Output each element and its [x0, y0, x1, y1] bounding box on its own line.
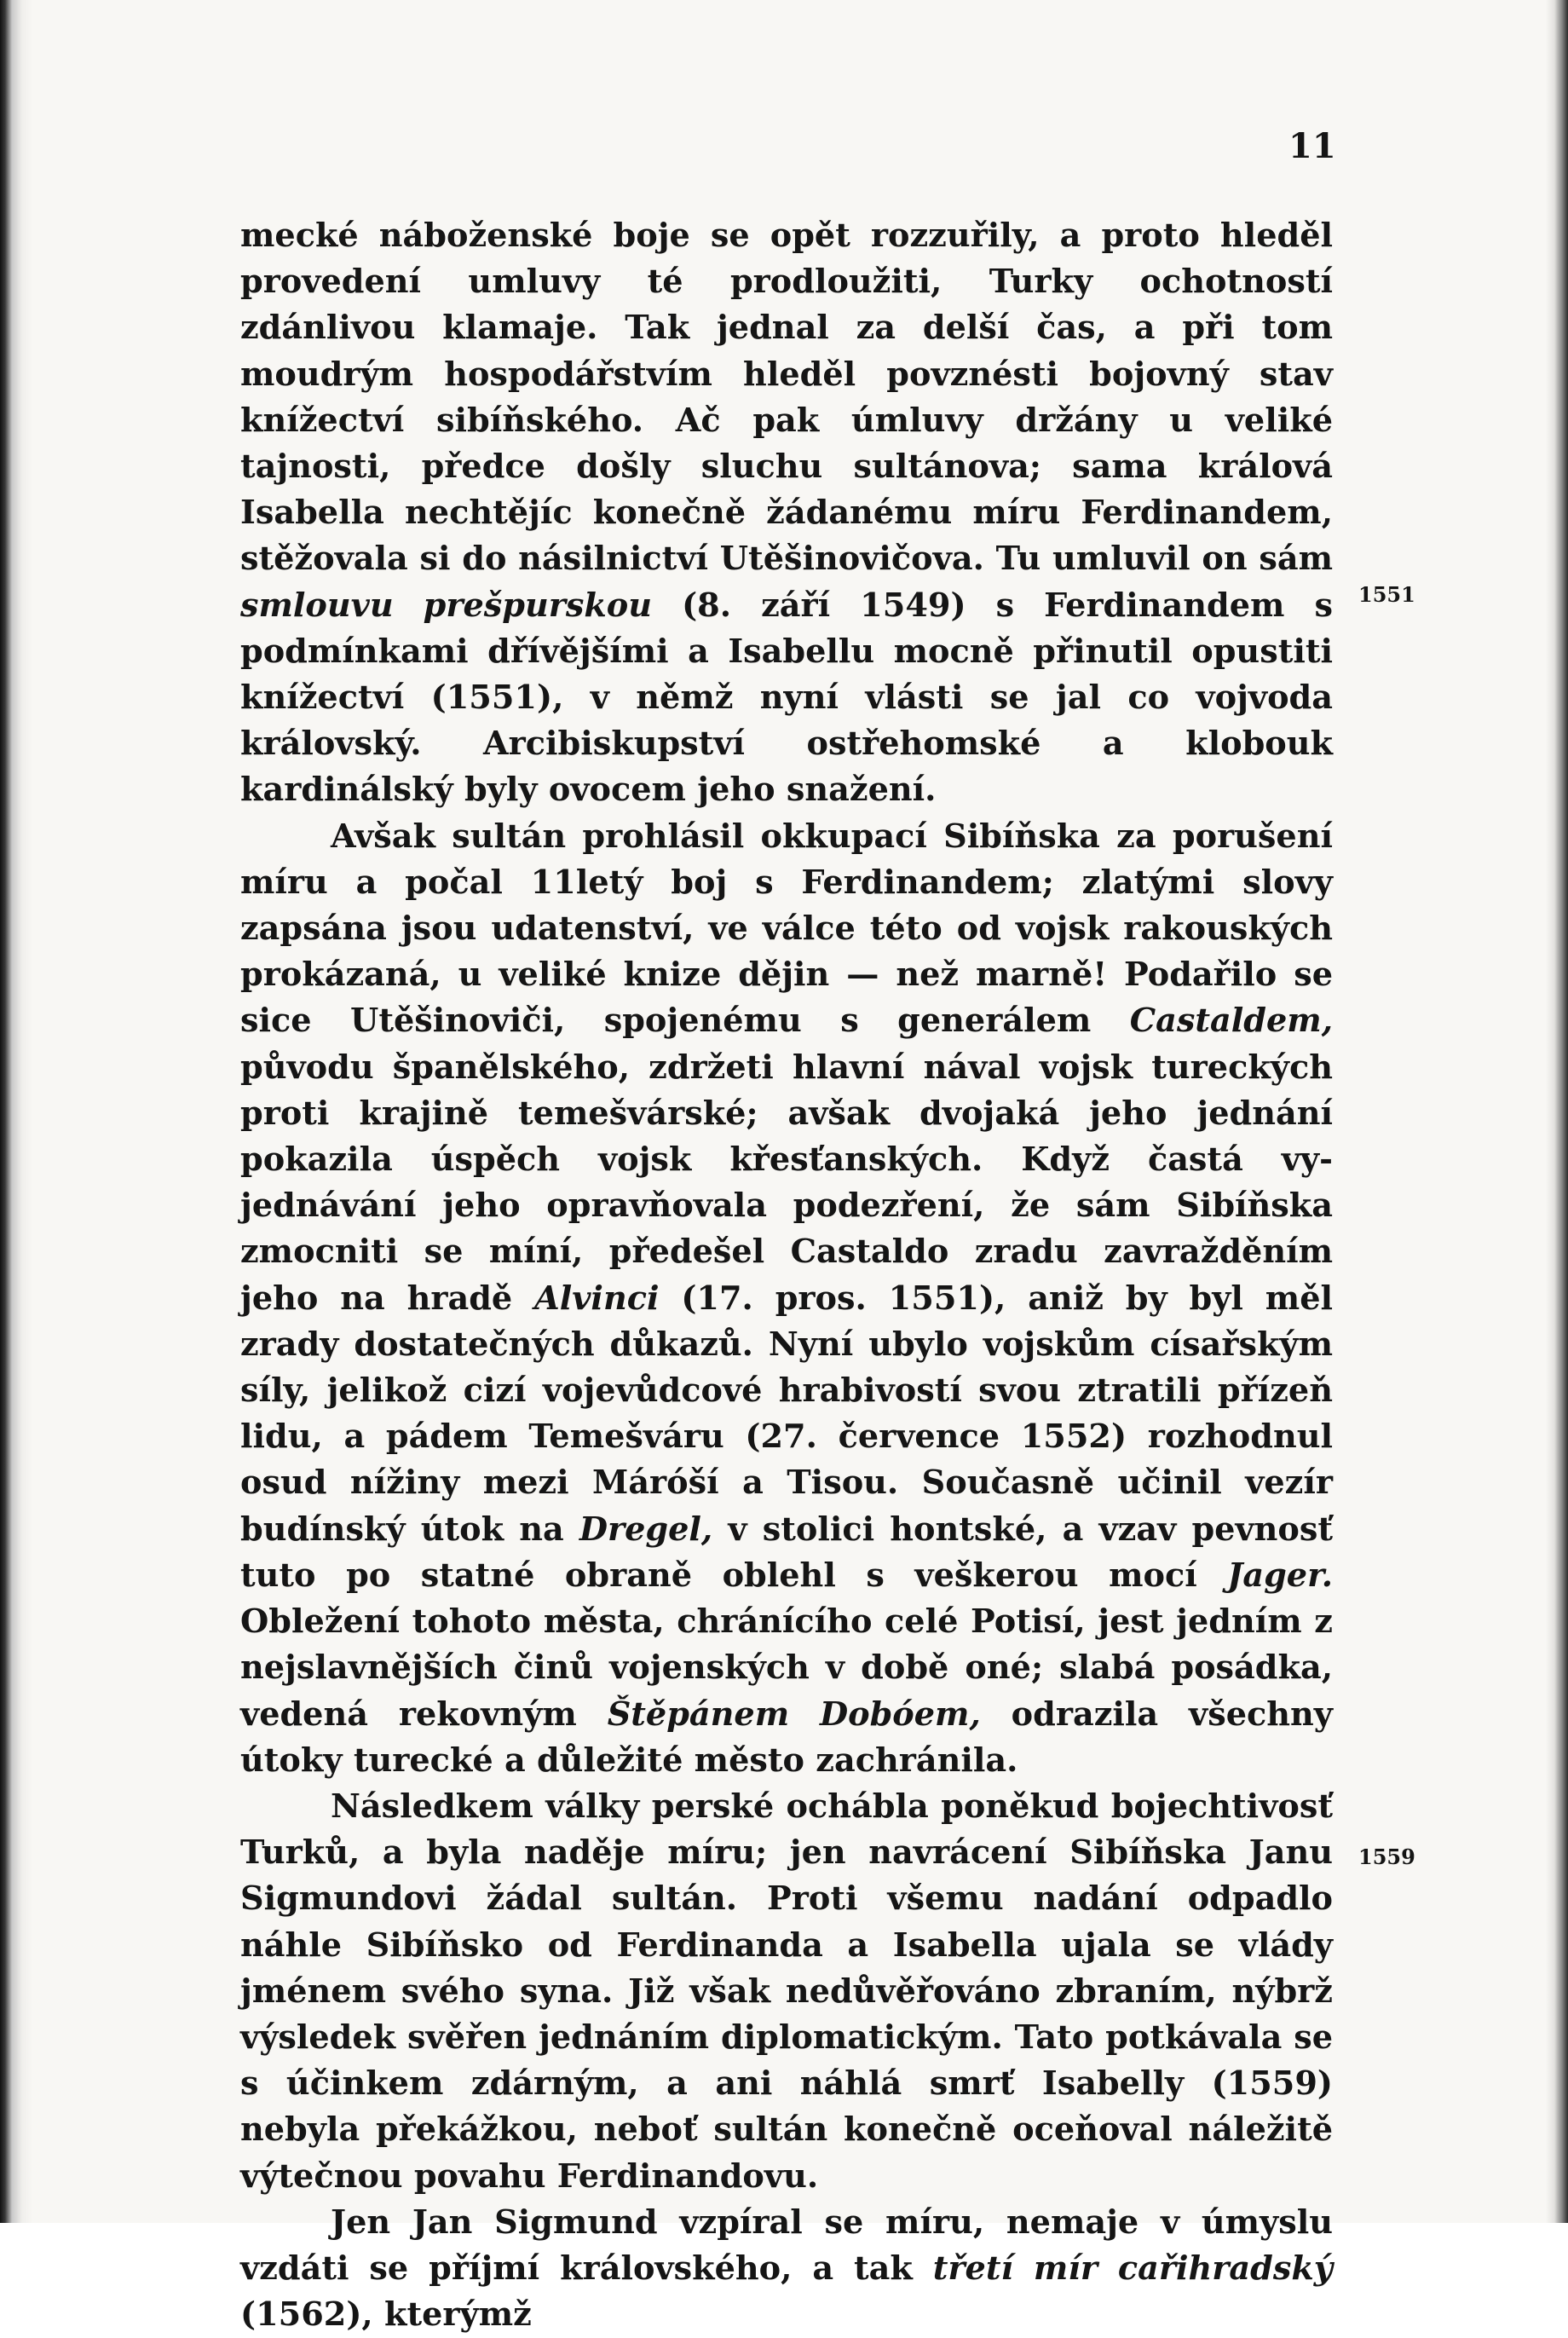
italic-term: Alvinci [534, 1279, 660, 1318]
body-text [240, 213, 1333, 2338]
italic-term: Štěpánem Dobóem, [607, 1694, 981, 1734]
text-run: Jen Jan Sigmund vzpíral se míru, nemaje v úmyslu vzdáti se příjmí královského, a tak [240, 2202, 1333, 2288]
italic-term: Jager. [1227, 1556, 1333, 1595]
margin-year-1551: 1551 [1358, 582, 1415, 607]
text-run: mecké náboženské boje se opět rozzuřily, a proto hleděl provedení umluvy té prodloužiti, Turky ochotností zdánlivou klamaje. Tak jednal za delší čas, a při tom moudrým hospodářstvím hleděl povznésti bojovný stav knížectví sibíňského. Ač pak úmluvy držány u veliké tajnosti, předce došly sluchu sultánova; sama králová Isabella nechtějíc konečně žádanému míru Ferdinandem, stěžovala si do násilnictví Utěšinovičova. Tu umluvil on sám [240, 216, 1333, 579]
text-run: (1562), kterýmž [240, 2295, 532, 2335]
scan-left-edge [0, 0, 32, 2223]
text-run: (8. září 1549) s Ferdinandem s podmínkami dřívějšími a Isabellu mocně přinutil opustiti knížectví (1551), v němž nyní vlásti se jal co vojvoda královský. Arcibiskupství ostřehomské a klobouk kardinálský byly ovocem jeho snažení. [240, 586, 1333, 810]
italic-term: třetí mír cařihradský [932, 2249, 1333, 2288]
paragraph [240, 1784, 1333, 2200]
text-run: (17. pros. 1551), aniž by byl měl zrady dostatečných důkazů. Nyní ubylo vojskům císařským síly, jelikož cizí vojevůdcové hrabivostí svou ztratili přízeň lidu, a pádem Temešváru (27. července 1552) rozhodnul osud nížiny mezi Máróší a Tisou. Současně učinil vezír budínský útok na [240, 1279, 1334, 1549]
text-run: původu španělského, zdržeti hlavní nával vojsk tureckých proti krajině temešvárské; avšak dvojaká jeho jednání pokazila úspěch vojsk křesťanských. Když častá vyjednávání jeho opravňovala podezření, že sám Sibíňska zmocniti se míní, předešel Castaldo zradu zavražděním jeho na hradě [240, 1048, 1333, 1318]
scan-right-edge [1546, 0, 1568, 2223]
text-run: v stolici hontské, a vzav pevnosť tuto po statné obraně oblehl s veškerou mocí [240, 1510, 1334, 1595]
text-run: Obležení tohoto města, chránícího celé Potisí, jest jedním z nejslavnějších činů vojenských v době oné; slabá posádka, vedená rekovným [240, 1602, 1333, 1734]
text-run: Následkem války perské ochábla poněkud bojechtivosť Turků, a byla naděje míru; jen navrácení Sibíňska Janu Sigmundovi žádal sultán. Proti všemu nadání odpadlo náhle Sibíňsko od Ferdinanda a Isabella ujala se vlády jménem svého syna. Již však nedůvěřováno zbraním, nýbrž výsledek svěřen jednáním diplomatickým. Tato potkávala se s účinkem zdárným, a ani náhlá smrť Isabelly (1559) nebyla překážkou, neboť sultán konečně oceňoval náležitě výtečnou povahu Ferdinandovu. [240, 1787, 1333, 2196]
paragraph [240, 2200, 1333, 2338]
page-number: 11 [1288, 126, 1336, 166]
text-run: Avšak sultán prohlásil okkupací Sibíňska za porušení míru a počal 11letý boj s Ferdinandem; zlatými slovy zapsána jsou udatenství, ve válce této od vojsk rakouských prokázaná, u veliké knize dějin — než marně! Podařilo se sice Utěšinoviči, spojenému s generálem [240, 817, 1333, 1041]
italic-term: Dregel, [579, 1510, 713, 1549]
italic-term: smlouvu prešpurskou [240, 586, 653, 625]
italic-term: Castaldem, [1129, 1002, 1333, 1041]
text-run: odrazila všechny útoky turecké a důležité město zachránila. [240, 1694, 1333, 1780]
paragraph [240, 213, 1333, 814]
paragraph [240, 814, 1333, 1784]
margin-year-1559: 1559 [1358, 1844, 1415, 1869]
